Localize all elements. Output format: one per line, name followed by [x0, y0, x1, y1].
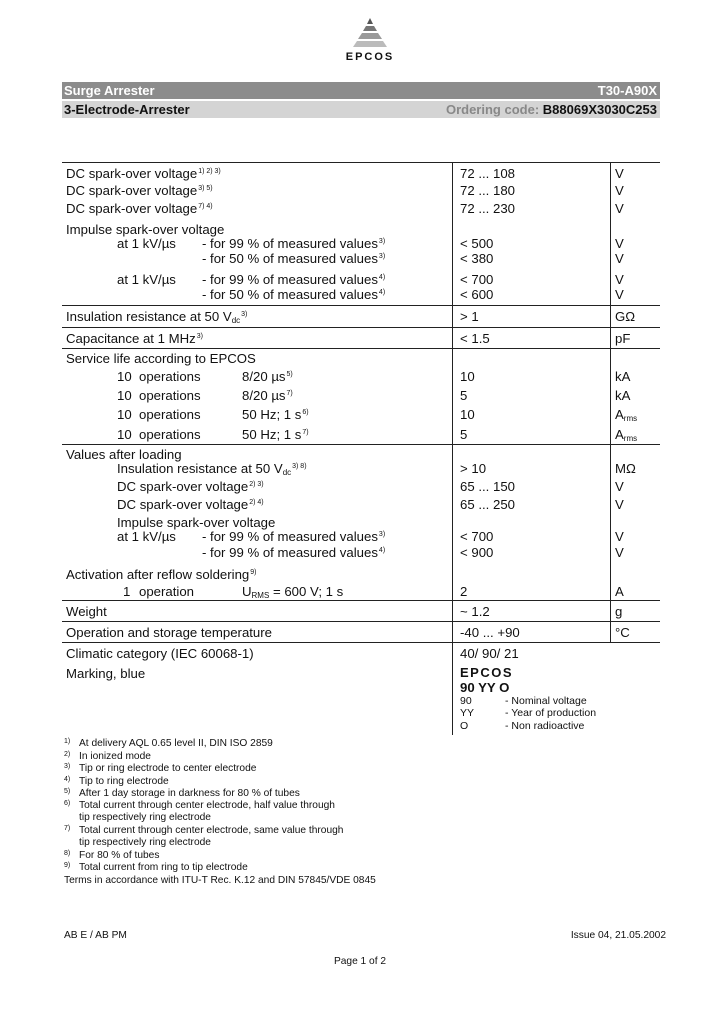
footnote: 3) Tip or ring electrode to center electrode [64, 763, 257, 774]
param-value: > 10 [460, 461, 487, 476]
param-value: < 700 [460, 529, 494, 544]
rule [62, 642, 660, 643]
marking-legend-key: 90 [460, 695, 472, 707]
footnote: 4) Tip to ring electrode [64, 776, 169, 787]
param-unit: kA [615, 388, 631, 403]
param-label: - for 50 % of measured values$^{4)}$ [202, 287, 386, 302]
param-label: Weight [66, 604, 107, 619]
param-label: - for 50 % of measured values$^{3)}$ [202, 251, 386, 266]
param-unit: V [615, 272, 624, 287]
ordering-code: Ordering code: B88069X3030C253 [445, 102, 657, 117]
marking-legend-text: - Year of production [505, 707, 597, 719]
param-unit: $A_{rms}$ [615, 427, 638, 443]
page-number: Page 1 of 2 [333, 956, 387, 967]
param-value: 72 ... 180 [460, 183, 515, 198]
footnote: 6) Total current through center electrode, half value through [64, 800, 335, 811]
param-sublabel: at 1 kV/µs [117, 236, 176, 251]
param-label: - for 99 % of measured values$^{3)}$ [202, 236, 386, 251]
section-subtitle: Impulse spark-over voltage [117, 515, 276, 530]
param-value: 10 [460, 369, 475, 384]
param-unit: V [615, 287, 624, 302]
param-sublabel: at 1 kV/µs [117, 529, 176, 544]
footnote: 2) In ionized mode [64, 751, 151, 762]
param-label: Insulation resistance at 50 $V_{dc}^{3) 8)}$ [117, 461, 307, 477]
param-value: -40 ... +90 [460, 625, 520, 640]
param-label: DC spark-over voltage$^{2) 4)}$ [117, 497, 264, 512]
param-op: operations [139, 427, 201, 442]
footnote: tip respectively ring electrode [79, 837, 211, 848]
param-cond: 50 Hz; 1 $s^{6)}$ [242, 407, 309, 422]
rule [62, 327, 660, 328]
footnote: 8) For 80 % of tubes [64, 850, 160, 861]
section-title: Impulse spark-over voltage [66, 222, 225, 237]
rule [62, 621, 660, 622]
param-label: - for 99 % of measured values$^{4)}$ [202, 545, 386, 560]
marking-logo: EPCOS [460, 665, 514, 680]
footnote: 1) At delivery AQL 0.65 level II, DIN ISO 2859 [64, 738, 273, 749]
param-cond: 8/20 µs$^{7)}$ [242, 388, 293, 403]
param-label: Climatic category (IEC 60068-1) [66, 646, 254, 661]
param-cond: 8/20 µs$^{5)}$ [242, 369, 293, 384]
param-unit: V [615, 166, 624, 181]
column-divider [452, 162, 453, 642]
rule [62, 444, 660, 445]
logo-text: EPCOS [345, 51, 395, 63]
param-unit: V [615, 201, 624, 216]
param-value: 65 ... 150 [460, 479, 515, 494]
param-op: operations [139, 407, 201, 422]
marking-legend-text: - Non radioactive [505, 720, 585, 732]
param-label: - for 99 % of measured values$^{4)}$ [202, 272, 386, 287]
rule [62, 348, 660, 349]
param-count: 10 [117, 388, 132, 403]
param-value: 5 [460, 427, 468, 442]
param-value: 72 ... 108 [460, 166, 515, 181]
param-cond: $U_{RMS} = 600$ V; 1 s [242, 584, 344, 600]
param-unit: $A_{rms}$ [615, 407, 638, 423]
param-label: Insulation resistance at 50 $V_{dc}^{3)}$ [66, 309, 248, 325]
param-label: - for 99 % of measured values$^{3)}$ [202, 529, 386, 544]
param-label: DC spark-over voltage$^{1) 2) 3)}$ [66, 166, 221, 181]
param-value: < 700 [460, 272, 494, 287]
footnote: 5) After 1 day storage in darkness for 80 % of tubes [64, 788, 300, 799]
param-count: 10 [117, 407, 132, 422]
marking-legend-key: O [460, 720, 469, 732]
marking-legend-key: YY [460, 707, 475, 719]
param-op: operations [139, 388, 201, 403]
rule [62, 305, 660, 306]
param-count: 10 [117, 369, 132, 384]
param-unit: V [615, 545, 624, 560]
title-bar [62, 82, 660, 99]
param-label: DC spark-over voltage$^{3) 5)}$ [66, 183, 213, 198]
param-op: operations [139, 369, 201, 384]
param-unit: V [615, 236, 624, 251]
param-label: Operation and storage temperature [66, 625, 272, 640]
param-label: Capacitance at 1 MHz$^{3)}$ [66, 331, 203, 346]
param-value: ~ 1.2 [460, 604, 490, 619]
subtitle-bar [62, 101, 660, 118]
param-unit: g [615, 604, 623, 619]
param-value: 65 ... 250 [460, 497, 515, 512]
section-title: Activation after reflow soldering$^{9)}$ [66, 567, 257, 582]
param-unit: GΩ [615, 309, 636, 324]
footer-right: Issue 04, 21.05.2002 [570, 930, 666, 941]
param-value: < 380 [460, 251, 494, 266]
param-sublabel: at 1 kV/µs [117, 272, 176, 287]
rule [62, 600, 660, 601]
param-unit: V [615, 529, 624, 544]
param-label: DC spark-over voltage$^{2) 3)}$ [117, 479, 264, 494]
param-unit: °C [615, 625, 630, 640]
epcos-logo-icon [320, 14, 420, 54]
param-unit: MΩ [615, 461, 636, 476]
param-value: < 500 [460, 236, 494, 251]
column-divider [610, 162, 611, 642]
epcos-logo [320, 14, 420, 70]
param-value: < 600 [460, 287, 494, 302]
param-unit: V [615, 251, 624, 266]
param-label: DC spark-over voltage$^{7) 4)}$ [66, 201, 213, 216]
section-title: Values after loading [66, 447, 182, 462]
product-title: Surge Arrester [64, 83, 155, 98]
param-unit: kA [615, 369, 631, 384]
param-unit: V [615, 497, 624, 512]
param-value: > 1 [460, 309, 479, 324]
param-value: 2 [460, 584, 468, 599]
param-label: Marking, blue [66, 666, 146, 681]
param-count: 10 [117, 427, 132, 442]
part-number: T30-A90X [597, 83, 657, 98]
param-value: 5 [460, 388, 468, 403]
param-value: 40/ 90/ 21 [460, 646, 519, 661]
param-unit: pF [615, 331, 631, 346]
footnote: tip respectively ring electrode [79, 812, 211, 823]
param-unit: V [615, 479, 624, 494]
param-value: 72 ... 230 [460, 201, 515, 216]
footnote: 7) Total current through center electrode, same value through [64, 825, 344, 836]
marking-legend-text: - Nominal voltage [505, 695, 587, 707]
product-subtitle: 3-Electrode-Arrester [64, 102, 190, 117]
footer-left: AB E / AB PM [64, 930, 127, 941]
footnote: 9) Total current from ring to tip electrode [64, 862, 248, 873]
rule [62, 162, 660, 163]
param-value: 10 [460, 407, 475, 422]
column-divider [452, 642, 453, 735]
param-unit: A [615, 584, 624, 599]
param-cond: 50 Hz; 1 $s^{7)}$ [242, 427, 309, 442]
param-unit: V [615, 183, 624, 198]
marking-code: 90 YY O [460, 680, 510, 695]
param-op: operation [139, 584, 194, 599]
param-count: 1 [123, 584, 131, 599]
footnote: Terms in accordance with ITU-T Rec. K.12 and DIN 57845/VDE 0845 [64, 875, 376, 886]
param-value: < 900 [460, 545, 494, 560]
param-value: < 1.5 [460, 331, 490, 346]
section-title: Service life according to EPCOS [66, 351, 256, 366]
